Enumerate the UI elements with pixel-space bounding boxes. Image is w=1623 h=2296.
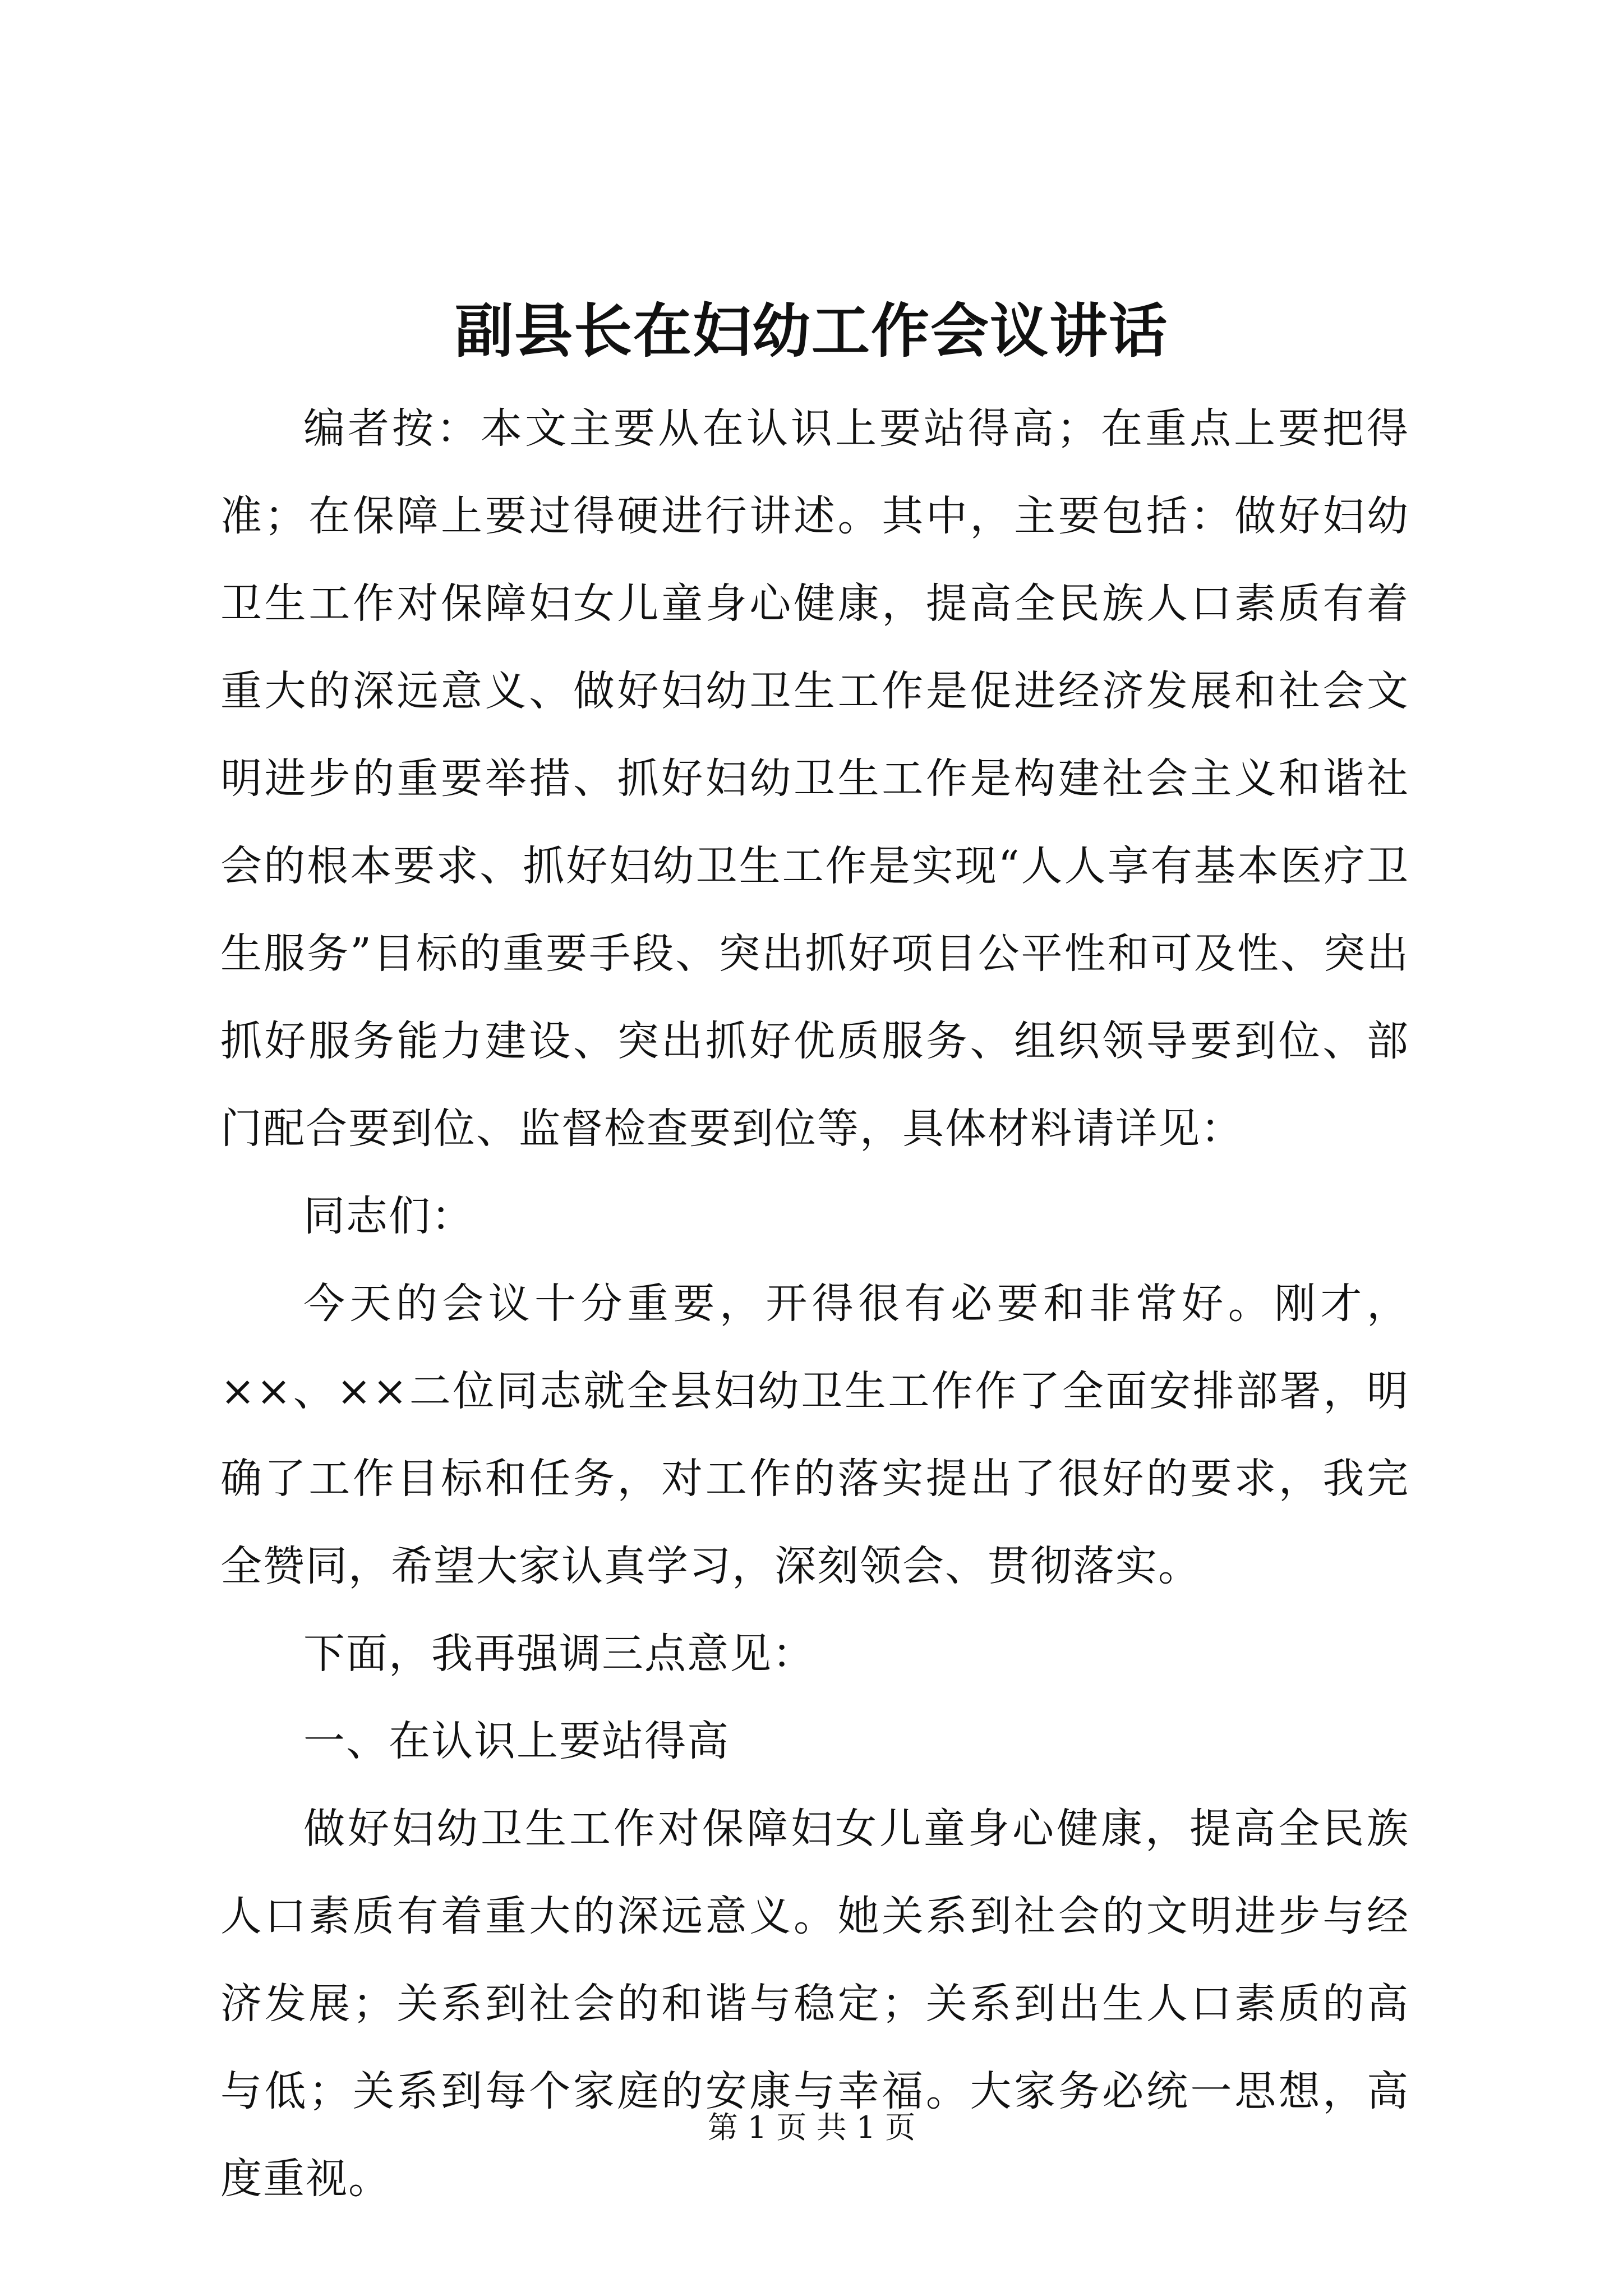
document-title: 副县长在妇幼工作会议讲话 xyxy=(454,296,1168,365)
salutation-paragraph: 同志们： xyxy=(303,1192,474,1240)
page-footer: 第 1 页 共 1 页 xyxy=(707,2110,916,2145)
section-heading: 一、在认识上要站得高 xyxy=(303,1717,730,1765)
document-body xyxy=(220,385,1409,2223)
body-paragraph: 今天的会议十分重要，开得很有必要和非常好。刚才，××、××二位同志就全县妇幼卫生工作作了全面安排部署，明确了工作目标和任务，对工作的落实提出了很好的要求，我完全赞同，希望大家认真学习，深刻领会、贯彻落实。 xyxy=(220,1280,1409,1590)
body-paragraph: 下面，我再强调三点意见： xyxy=(303,1630,815,1678)
body-paragraph: 做好妇幼卫生工作对保障妇女儿童身心健康，提高全民族人口素质有着重大的深远意义。她关系到社会的文明进步与经济发展；关系到社会的和谐与稳定；关系到出生人口素质的高与低；关系到每个家庭的安康与幸福。大家务必统一思想，高度重视。 xyxy=(220,1805,1409,2203)
editor-note-paragraph: 编者按：本文主要从在认识上要站得高；在重点上要把得准；在保障上要过得硬进行讲述。其中，主要包括：做好妇幼卫生工作对保障妇女儿童身心健康，提高全民族人口素质有着重大的深远意义、做好妇幼卫生工作是促进经济发展和社会文明进步的重要举措、抓好妇幼卫生工作是构建社会主义和谐社会的根本要求、抓好妇幼卫生工作是实现“人人享有基本医疗卫生服务”目标的重要手段、突出抓好项目公平性和可及性、突出抓好服务能力建设、突出抓好优质服务、组织领导要到位、部门配合要到位、监督检查要到位等，具体材料请详见： xyxy=(220,404,1409,1153)
